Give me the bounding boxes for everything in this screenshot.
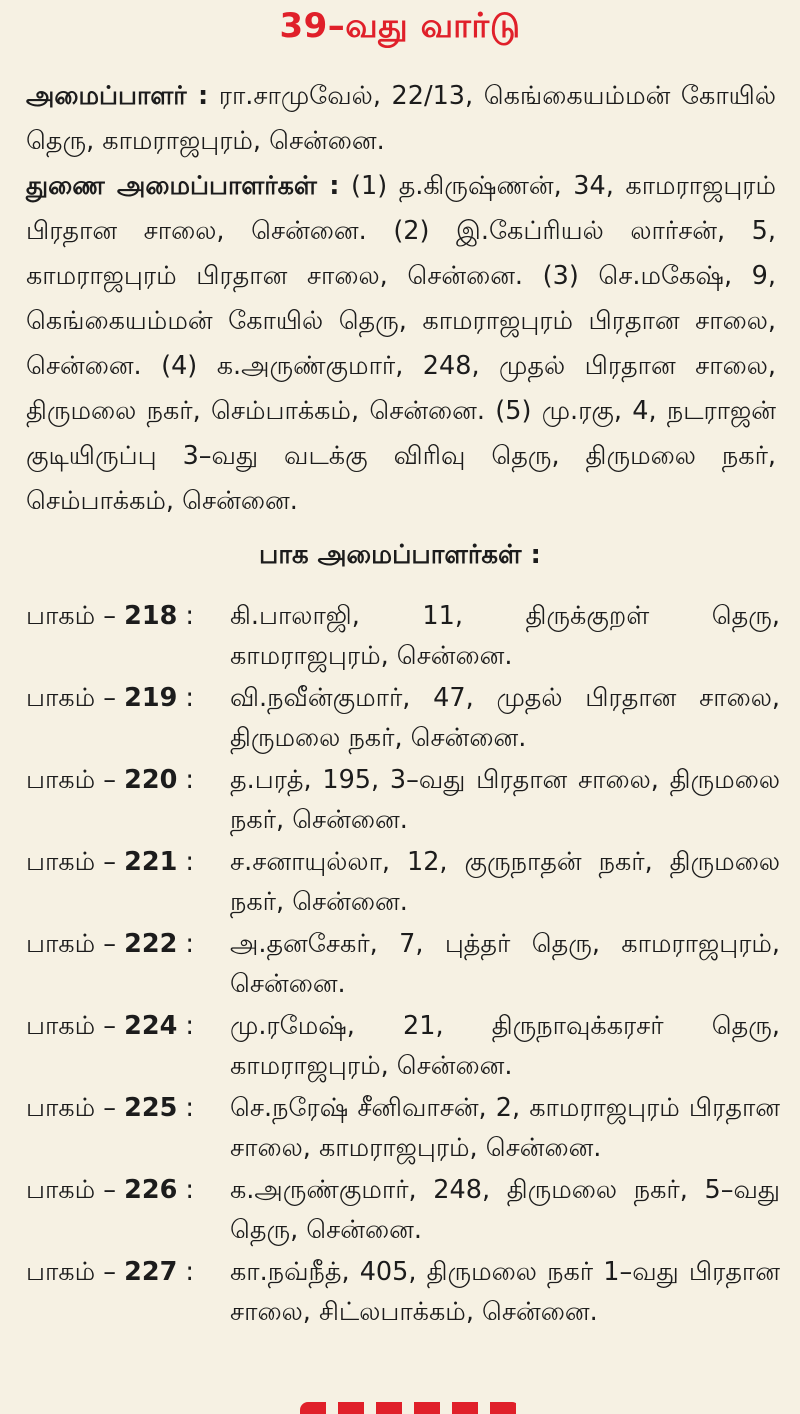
deputies-label: துணை அமைப்பாளர்கள் : <box>26 171 340 201</box>
list-item <box>26 1089 780 1168</box>
list-item <box>26 1171 780 1250</box>
part-number: 220 <box>124 765 178 795</box>
part-prefix: பாகம் – <box>26 1011 125 1041</box>
part-organizer-details: க.அருண்குமார், 248, திருமலை நகர், 5–வது தெரு, சென்னை. <box>230 1175 780 1245</box>
part-prefix: பாகம் – <box>26 1093 125 1123</box>
part-organizers-list <box>26 597 780 1335</box>
organizer-text: ரா.சாமுவேல், 22/13, கெங்கையம்மன் கோயில் தெரு, காமராஜபுரம், சென்னை. <box>26 81 777 156</box>
part-organizer-details: மு.ரமேஷ், 21, திருநாவுக்கரசர் தெரு, காமராஜபுரம், சென்னை. <box>230 1011 780 1081</box>
list-item <box>26 925 780 1004</box>
part-number: 218 <box>124 601 178 631</box>
part-organizer-details: அ.தனசேகர், 7, புத்தர் தெரு, காமராஜபுரம், சென்னை. <box>230 929 780 999</box>
part-organizer-details: த.பரத், 195, 3–வது பிரதான சாலை, திருமலை நகர், சென்னை. <box>230 765 780 835</box>
part-organizer-details: செ.நரேஷ் சீனிவாசன், 2, காமராஜபுரம் பிரதான சாலை, காமராஜபுரம், சென்னை. <box>230 1093 780 1163</box>
ward-title: 39–வது வார்டு <box>279 6 521 46</box>
part-prefix: பாகம் – <box>26 1175 125 1205</box>
part-number-label <box>26 761 226 840</box>
part-number-label <box>26 1253 226 1332</box>
part-number: 226 <box>124 1175 178 1205</box>
part-separator: : <box>177 1257 195 1287</box>
list-item <box>26 597 780 676</box>
part-number-label <box>26 679 226 758</box>
part-prefix: பாகம் – <box>26 929 125 959</box>
list-item <box>26 843 780 922</box>
organizer-paragraph <box>26 74 776 164</box>
part-prefix: பாகம் – <box>26 683 125 713</box>
part-separator: : <box>177 1093 195 1123</box>
list-item <box>26 1253 780 1332</box>
part-number: 227 <box>124 1257 178 1287</box>
list-item <box>26 761 780 840</box>
part-number-label <box>26 1171 226 1250</box>
part-separator: : <box>177 683 195 713</box>
part-number-label <box>26 843 226 922</box>
part-number-label <box>26 925 226 1004</box>
part-number-label <box>26 597 226 676</box>
part-prefix: பாகம் – <box>26 601 125 631</box>
deputy-organizers-paragraph <box>26 164 776 524</box>
part-number-label <box>26 1007 226 1086</box>
part-separator: : <box>177 765 195 795</box>
part-organizer-details: வி.நவீன்குமார், 47, முதல் பிரதான சாலை, திருமலை நகர், சென்னை. <box>230 683 780 753</box>
part-separator: : <box>177 1011 195 1041</box>
part-prefix: பாகம் – <box>26 1257 125 1287</box>
deputies-text: (1) த.கிருஷ்ணன், 34, காமராஜபுரம் பிரதான சாலை, சென்னை. (2) இ.கேப்ரியல் லார்சன், 5, காமராஜபுரம் பிரதான சாலை, சென்னை. (3) செ.மகேஷ், 9, கெங்கையம்மன் கோயில் தெரு, காமராஜபுரம் பிரதான சாலை, சென்னை. (4) க.அருண்குமார், 248, முதல் பிரதான சாலை, திருமலை நகர், செம்பாக்கம், சென்னை. (5) மு.ரகு, 4, நடராஜன் குடியிருப்பு 3–வது வடக்கு விரிவு தெரு, திருமலை நகர், செம்பாக்கம், சென்னை. <box>26 171 777 516</box>
part-separator: : <box>177 929 195 959</box>
part-number: 224 <box>124 1011 178 1041</box>
part-number-label <box>26 1089 226 1168</box>
part-number: 219 <box>124 683 178 713</box>
part-prefix: பாகம் – <box>26 765 125 795</box>
organizer-label: அமைப்பாளர் : <box>26 81 209 111</box>
list-item <box>26 679 780 758</box>
part-number: 222 <box>124 929 178 959</box>
part-organizer-details: கி.பாலாஜி, 11, திருக்குறள் தெரு, காமராஜபுரம், சென்னை. <box>230 601 780 671</box>
part-number: 221 <box>124 847 178 877</box>
part-separator: : <box>177 847 195 877</box>
part-organizer-details: ச.சனாயுல்லா, 12, குருநாதன் நகர், திருமலை நகர், சென்னை. <box>230 847 780 917</box>
list-item <box>26 1007 780 1086</box>
part-number: 225 <box>124 1093 178 1123</box>
part-separator: : <box>177 601 195 631</box>
section-heading: பாக அமைப்பாளர்கள் : <box>259 540 541 570</box>
part-prefix: பாகம் – <box>26 847 125 877</box>
part-separator: : <box>177 1175 195 1205</box>
part-organizer-details: கா.நவ்நீத், 405, திருமலை நகர் 1–வது பிரதான சாலை, சிட்லபாக்கம், சென்னை. <box>230 1257 780 1327</box>
